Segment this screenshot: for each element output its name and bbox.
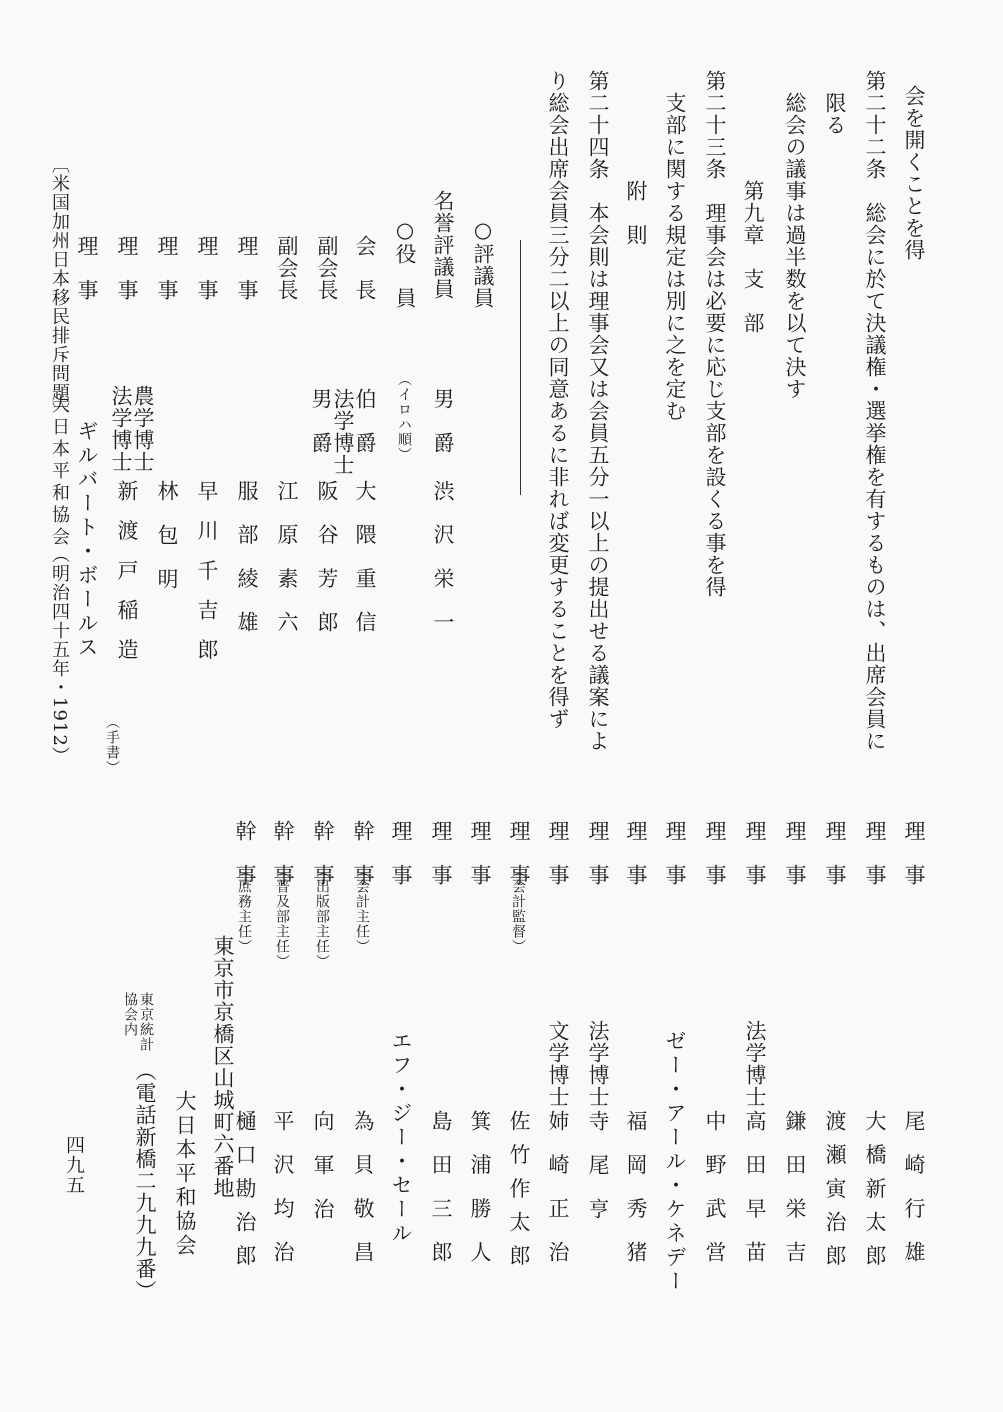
left-director-name: 早 川 千 吉 郎 (195, 480, 219, 666)
article-24-line2: り総会出席会員三分二以上の同意あるに非れば変更することを得ず (546, 70, 570, 730)
left-director-name: ギルバート・ボールス (75, 420, 99, 660)
roster-name: 姉 崎 正 治 (546, 1110, 570, 1271)
roster-name: 尾 崎 行 雄 (902, 1110, 926, 1271)
left-director-name: 新 渡 戸 稲 造 (115, 480, 139, 666)
councillors-heading: ○評議員 (471, 218, 495, 309)
roster-title: 文学博士 (546, 1020, 570, 1108)
left-director-title-2: 法学博士 (109, 385, 133, 473)
vice-president-2-role: 副会長 (275, 235, 299, 301)
left-director-title-1: 農学博士 (131, 385, 155, 473)
honorary-role: 名誉評議員 (431, 190, 455, 300)
roster-name: 鎌 田 栄 吉 (783, 1110, 807, 1271)
left-director-role: 理 事 (75, 235, 99, 301)
vice-president-title-2: 男 爵 (309, 388, 333, 454)
roster-title: 法学博士 (743, 1020, 767, 1108)
article-23-line2: 支部に関する規定は別に之を定む (663, 92, 687, 422)
vice-president-2-name: 江 原 素 六 (275, 480, 299, 641)
left-director-role: 理 事 (115, 235, 139, 301)
roster-name: 中 野 武 営 (703, 1110, 727, 1271)
article-23-line1: 第二十三条 理事会は必要に応じ支部を設くる事を得 (703, 70, 727, 598)
roster-name: 為 貝 敬 昌 (351, 1110, 375, 1271)
vice-president-title-1: 法学博士 (331, 388, 355, 476)
vice-president-role: 副会長 (315, 235, 339, 301)
left-director-role: 理 事 (155, 235, 179, 301)
roster-role: 理 事 (902, 820, 926, 886)
roster-name: 平 沢 均 治 (271, 1110, 295, 1271)
roster-name: 福 岡 秀 猪 (624, 1110, 648, 1271)
roster-note: （会計主任） (354, 864, 370, 954)
president-role: 会 長 (353, 235, 377, 301)
stat-assoc-top: 東京統計 (138, 992, 154, 1052)
article-22-line3: 総会の議事は過半数を以て決す (783, 92, 807, 400)
left-director-role: 理 事 (195, 235, 219, 301)
stat-assoc-bottom: 協会内 (122, 992, 138, 1037)
roster-note: （庶務主任） (236, 864, 252, 954)
roster-name: 大 橋 新 太 郎 (863, 1110, 887, 1269)
roster-note: （出版部主任） (314, 864, 330, 969)
roster-role: 理 事 (507, 820, 531, 886)
roster-role: 幹 事 (311, 820, 335, 886)
left-director-name: 服 部 綾 雄 (235, 480, 259, 641)
roster-title: 法学博士 (586, 1020, 610, 1108)
roster-name: 箕 浦 勝 人 (468, 1110, 492, 1271)
left-director-role: 理 事 (235, 235, 259, 301)
roster-role: 理 事 (783, 820, 807, 886)
roster-note: （普及部主任） (274, 864, 290, 969)
roster-role: 幹 事 (233, 820, 257, 886)
source-org: 大日本平和協会 (49, 395, 70, 549)
roster-note: （会計監督） (510, 864, 526, 954)
roster-role: 理 事 (429, 820, 453, 886)
roster-name: ゼー・アール・ケネデー (663, 1030, 687, 1294)
roster-name: 樋 口 勘 治 郎 (233, 1110, 257, 1269)
roster-name: 寺 尾 亨 (586, 1110, 610, 1220)
article-22-line1: 第二十二条 総会に於て決議権・選挙権を有するものは、出席会員に (863, 70, 887, 752)
source-bracket: 〔米国加州日本移民排斥問題〕 (49, 155, 70, 421)
roster-role: 理 事 (703, 820, 727, 886)
source-date: （明治四十五年・1912） (49, 545, 70, 766)
page-number: 四九五 (63, 1135, 85, 1195)
phone-number: （電話新橋二九九九番） (133, 1060, 157, 1302)
roster-role: 理 事 (823, 820, 847, 886)
article-22-line2: 限る (823, 92, 847, 136)
roster-role: 理 事 (624, 820, 648, 886)
roster-role: 理 事 (663, 820, 687, 886)
roster-role: 理 事 (743, 820, 767, 886)
roster-role: 理 事 (546, 820, 570, 886)
officers-heading: ○役 員 (393, 218, 417, 309)
left-director-name: 林 包 明 (155, 480, 179, 590)
article-24-line1: 第二十四条 本会則は理事会又は会員五分一以上の提出せる議案によ (586, 70, 610, 752)
roster-role: 理 事 (863, 820, 887, 886)
roster-name: 島 田 三 郎 (429, 1110, 453, 1271)
supplementary-heading: 附 則 (624, 180, 648, 246)
roster-role: 幹 事 (351, 820, 375, 886)
president-title: 伯 爵 (353, 388, 377, 454)
chapter-9-heading: 第九章 支 部 (741, 180, 765, 334)
roster-name: 渡 瀬 寅 治 郎 (823, 1110, 847, 1269)
honorary-title: 男 爵 (431, 388, 455, 454)
roster-name: 佐 竹 作 太 郎 (507, 1110, 531, 1269)
roster-role: 幹 事 (271, 820, 295, 886)
organization-name: 大日本平和協会 (173, 1090, 197, 1258)
article-continuation: 会を開くことを得 (902, 85, 926, 261)
roster-name: エフ・ジー・セール (389, 1030, 413, 1246)
roster-role: 理 事 (586, 820, 610, 886)
honorary-name: 渋 沢 栄 一 (431, 480, 455, 641)
handwritten-note: （手書） (104, 715, 120, 775)
roster-name: 向 軍 治 (311, 1110, 335, 1220)
roster-role: 理 事 (389, 820, 413, 886)
roster-role: 理 事 (468, 820, 492, 886)
address: 東京市京橋区山城町六番地 (211, 935, 235, 1199)
iroha-order-note: （イロハ順） (396, 372, 412, 462)
section-divider (520, 240, 521, 495)
vice-president-name: 阪 谷 芳 郎 (315, 480, 339, 641)
president-name: 大 隈 重 信 (353, 480, 377, 641)
roster-name: 高 田 早 苗 (743, 1110, 767, 1271)
